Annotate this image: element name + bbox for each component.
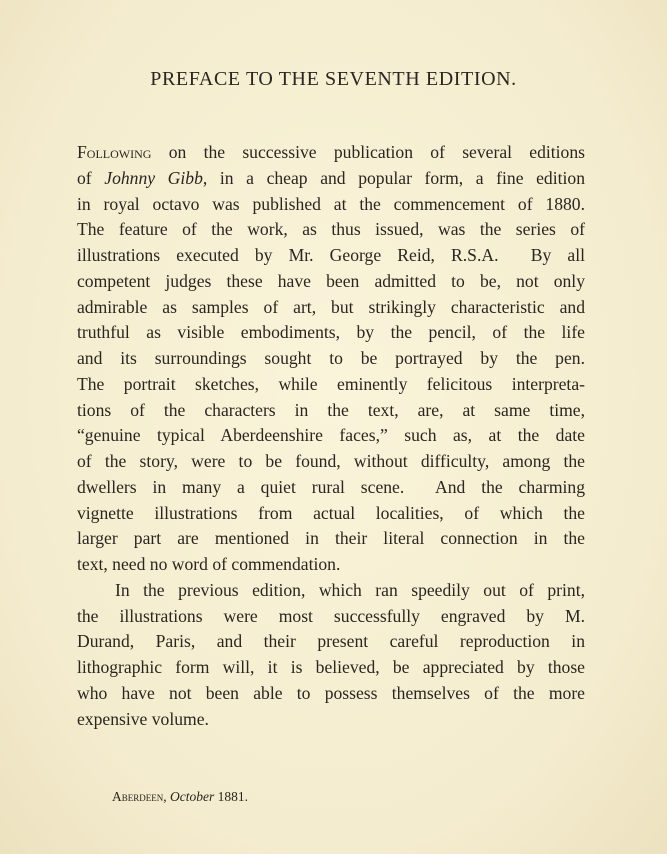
line-text: illustrations executed by Mr. George Reid, R.S.A. By all (77, 245, 585, 265)
text-line (77, 423, 585, 449)
line-text: text, need no word of commendation. (77, 554, 341, 574)
text-line (77, 501, 585, 527)
line-text: dwellers in many a quiet rural scene. And the charming (77, 476, 585, 497)
line-text: who have not been able to possess themselves of the more (77, 682, 585, 703)
line-text: The feature of the work, as thus issued, was the series of (77, 219, 585, 240)
text-line (77, 166, 585, 192)
line-text: larger part are mentioned in their literal connection in the (77, 528, 585, 549)
text-line (77, 192, 585, 218)
text-line (77, 372, 585, 398)
line-text: and its surroundings sought to be portrayed by the pen. (77, 348, 585, 368)
preface-body (77, 140, 585, 732)
text-line (77, 475, 585, 501)
text-line (77, 578, 585, 604)
text-line (77, 243, 585, 269)
line-text: tions of the characters in the text, are, at same time, (77, 399, 585, 420)
line-text: lithographic form will, it is believed, be appreciated by those (77, 657, 585, 677)
signature-place: Aberdeen, (112, 789, 167, 804)
page-title: PREFACE TO THE SEVENTH EDITION. (150, 68, 517, 90)
text-line (77, 140, 585, 166)
line-text: truthful as visible embodiments, by the pencil, of the life (77, 322, 585, 343)
line-text: Durand, Paris, and their present careful reproduction in (77, 631, 585, 652)
text-line (77, 269, 585, 295)
text-line (77, 398, 585, 424)
text-line (77, 217, 585, 243)
line-text: In the previous edition, which ran speedily out of print, (115, 579, 585, 600)
text-line (77, 320, 585, 346)
text-line (77, 552, 585, 578)
line-text: expensive volume. (77, 708, 209, 729)
text-line (77, 655, 585, 681)
line-text: of (77, 167, 105, 188)
text-line (77, 449, 585, 475)
line-text: of the story, were to be found, without difficulty, among the (77, 451, 585, 471)
line-text: in royal octavo was published at the commencement of 1880. (77, 193, 585, 214)
line-text: admirable as samples of art, but strikingly characteristic and (77, 296, 585, 317)
line-text: “genuine typical Aberdeenshire faces,” such as, at the date (77, 425, 585, 446)
text-line (77, 295, 585, 321)
text-line (77, 526, 585, 552)
signature-year: 1881. (217, 789, 248, 804)
signature-month: October (170, 789, 215, 804)
text-line (77, 346, 585, 372)
line-text: vignette illustrations from actual localities, of which the (77, 502, 585, 523)
text-line (77, 681, 585, 707)
line-text: the illustrations were most successfully engraved by M. (77, 605, 585, 626)
signature-line (112, 789, 248, 805)
italic-text: Johnny Gibb (104, 167, 203, 188)
line-text: competent judges these have been admitted to be, not only (77, 270, 585, 291)
text-line (77, 707, 585, 733)
text-line (77, 604, 585, 630)
line-text: on the successive publication of several editions (151, 142, 585, 162)
line-text: , in a cheap and popular form, a fine edition (202, 167, 585, 188)
small-caps-text: Following (77, 142, 152, 162)
line-text: The portrait sketches, while eminently felicitous interpreta- (77, 373, 585, 394)
text-line (77, 629, 585, 655)
